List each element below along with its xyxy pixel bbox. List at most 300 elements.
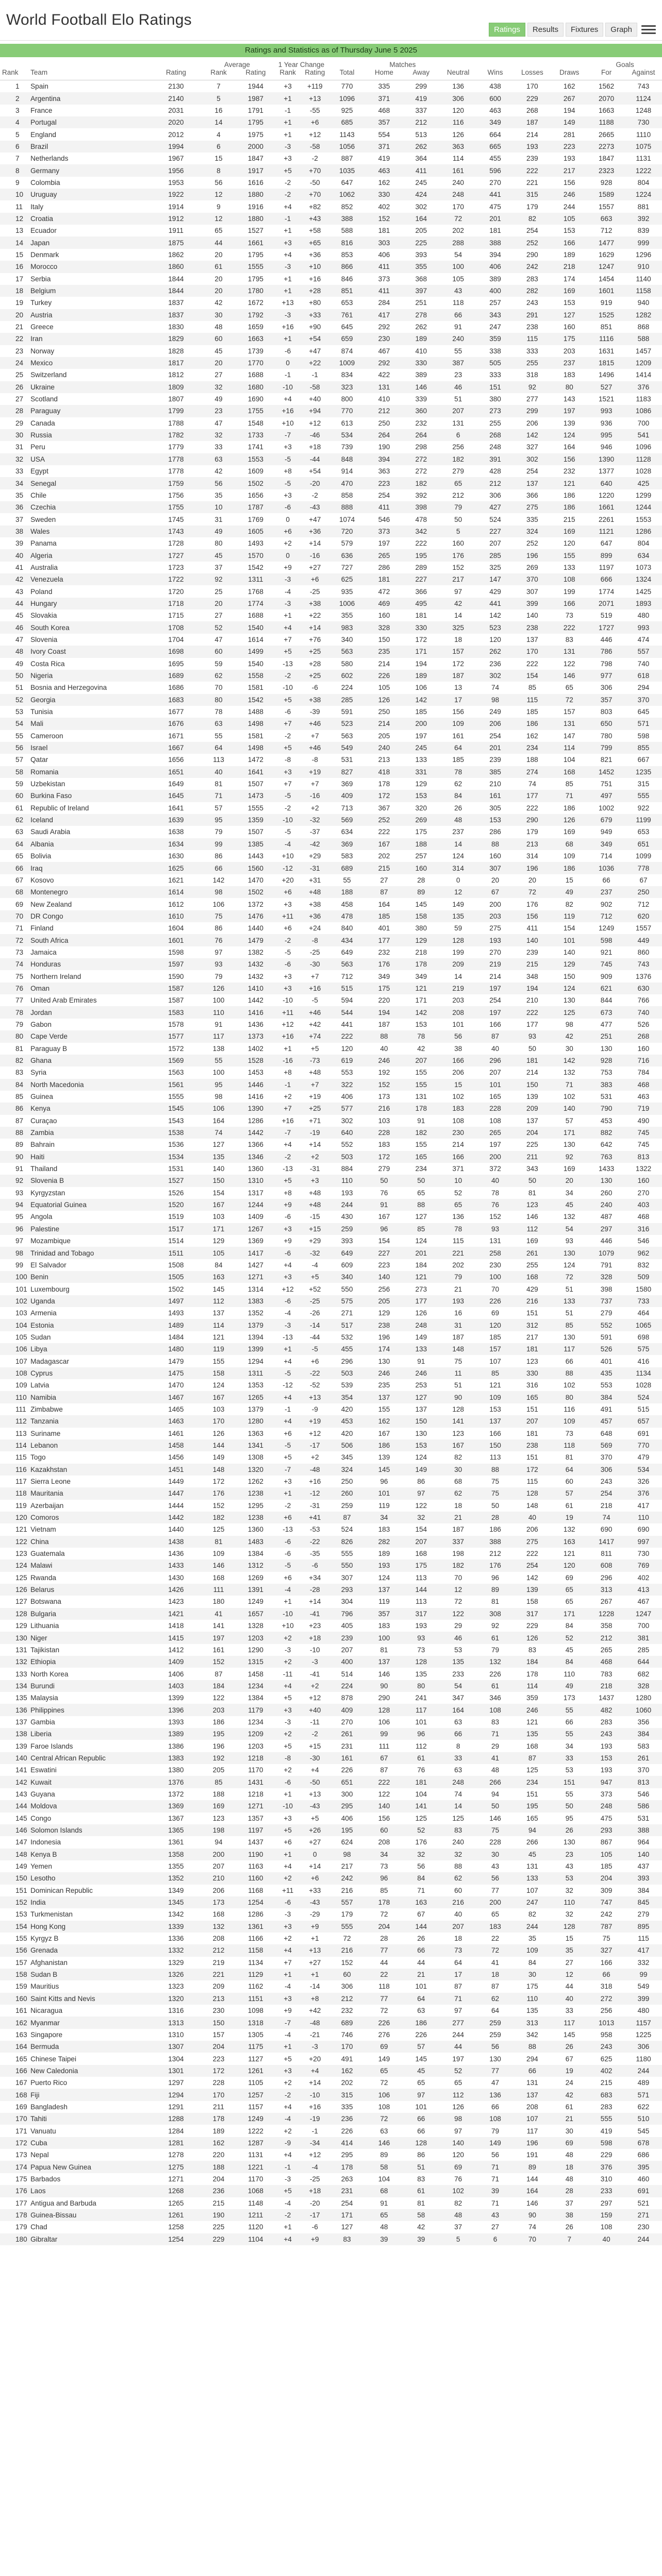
cell-team[interactable]: Uganda bbox=[28, 1295, 152, 1307]
cell-losses: 107 bbox=[526, 1886, 538, 1894]
cell-wins: 87 bbox=[491, 1982, 500, 1991]
cell-losses: 324 bbox=[514, 526, 551, 537]
cell-away: 189 bbox=[403, 333, 440, 345]
cell-rating: 1520 bbox=[152, 1199, 200, 1211]
cell-team[interactable]: Guyana bbox=[30, 1790, 55, 1798]
cell-rank: 62 bbox=[0, 814, 28, 826]
cell-team[interactable]: Grenada bbox=[28, 1944, 152, 1956]
cell-team[interactable]: Honduras bbox=[28, 958, 152, 970]
cell-team[interactable]: Sweden bbox=[30, 515, 56, 523]
cell-team[interactable]: Ecuador bbox=[30, 227, 57, 235]
cell-home: 197 bbox=[378, 539, 390, 548]
col-header-draws[interactable]: Draws bbox=[551, 69, 588, 80]
cell-team[interactable]: Equatorial Guinea bbox=[28, 1199, 152, 1211]
nav-ratings[interactable]: Ratings bbox=[489, 23, 525, 37]
col-header-losses[interactable]: Losses bbox=[514, 69, 551, 80]
cell-losses: 85 bbox=[528, 684, 536, 692]
cell-team[interactable]: Nepal bbox=[30, 2151, 49, 2159]
cell-team[interactable]: Togo bbox=[30, 1453, 46, 1462]
cell-wins: 254 bbox=[489, 996, 501, 1005]
cell-team[interactable]: Venezuela bbox=[28, 573, 152, 585]
cell-team[interactable]: Romania bbox=[28, 766, 152, 778]
cell-avg-rating: 1774 bbox=[237, 598, 274, 609]
col-header-goals-for[interactable]: For bbox=[588, 69, 625, 80]
cell-rank: 85 bbox=[15, 1093, 24, 1101]
cell-team[interactable]: Antigua and Barbuda bbox=[30, 2199, 96, 2207]
cell-team[interactable]: Bahrain bbox=[30, 1141, 55, 1149]
cell-team[interactable]: Turkmenistan bbox=[30, 1910, 73, 1919]
cell-team[interactable]: Brazil bbox=[28, 141, 152, 152]
cell-team[interactable]: Belgium bbox=[28, 285, 152, 297]
cell-team[interactable]: Egypt bbox=[30, 467, 48, 476]
cell-team[interactable]: Myanmar bbox=[28, 2016, 152, 2028]
cell-total: 517 bbox=[328, 1319, 366, 1331]
cell-team[interactable]: Saudi Arabia bbox=[30, 828, 71, 836]
cell-team[interactable]: Guatemala bbox=[30, 1550, 65, 1558]
cell-team[interactable]: Nigeria bbox=[28, 670, 152, 682]
cell-team[interactable]: Bolivia bbox=[30, 852, 52, 860]
cell-team[interactable]: Austria bbox=[28, 309, 152, 321]
cell-team[interactable]: Mauritius bbox=[30, 1982, 59, 1991]
cell-team[interactable]: France bbox=[30, 106, 53, 114]
cell-team[interactable]: Vietnam bbox=[30, 1526, 56, 1534]
cell-team[interactable]: Luxembourg bbox=[30, 1285, 70, 1293]
cell-team[interactable]: Laos bbox=[28, 2185, 152, 2197]
cell-chg-rank: +3 bbox=[274, 1921, 302, 1933]
col-header-home[interactable]: Home bbox=[366, 69, 403, 80]
col-header-avg-rank[interactable]: Rank bbox=[200, 69, 237, 80]
cell-avg-rank: 100 bbox=[212, 996, 225, 1005]
cell-rating: 1288 bbox=[152, 2113, 200, 2125]
col-header-chg-rank[interactable]: Rank bbox=[274, 69, 302, 80]
cell-team[interactable]: Burundi bbox=[28, 1680, 152, 1692]
cell-team[interactable]: Mali bbox=[28, 718, 152, 730]
cell-team[interactable]: Italy bbox=[30, 202, 44, 211]
cell-team[interactable]: Gibraltar bbox=[28, 2233, 152, 2245]
col-header-rating[interactable]: Rating bbox=[152, 69, 200, 80]
cell-team[interactable]: Comoros bbox=[28, 1512, 152, 1523]
cell-team[interactable]: Belarus bbox=[28, 1584, 152, 1596]
cell-avg-rating: 1527 bbox=[247, 227, 263, 235]
cell-team[interactable]: Kuwait bbox=[28, 1776, 152, 1788]
cell-team[interactable]: Central African Republic bbox=[28, 1752, 152, 1764]
cell-goals-for: 591 bbox=[600, 1333, 613, 1341]
cell-team[interactable]: Costa Rica bbox=[30, 659, 65, 668]
col-header-avg-rating[interactable]: Rating bbox=[237, 69, 274, 80]
table-row bbox=[0, 1933, 662, 1944]
cell-team[interactable]: United Arab Emirates bbox=[30, 996, 97, 1005]
cell-team[interactable]: Indonesia bbox=[30, 1838, 61, 1846]
cell-draws: 133 bbox=[563, 563, 575, 571]
cell-home: 106 bbox=[378, 1718, 390, 1726]
cell-team[interactable]: Jordan bbox=[28, 1006, 152, 1018]
cell-team[interactable]: Angola bbox=[30, 1213, 53, 1221]
cell-team[interactable]: Vanuatu bbox=[30, 2127, 56, 2135]
cell-wins: 165 bbox=[489, 1093, 501, 1101]
cell-avg-rating: 1203 bbox=[237, 1632, 274, 1643]
cell-team[interactable]: Latvia bbox=[30, 1381, 49, 1389]
cell-team[interactable]: Panama bbox=[30, 539, 57, 548]
cell-team[interactable]: Ivory Coast bbox=[28, 646, 152, 657]
cell-team[interactable]: Jamaica bbox=[30, 948, 57, 956]
table-row bbox=[0, 1030, 662, 1042]
cell-losses: 177 bbox=[526, 1020, 538, 1028]
cell-team[interactable]: Bulgaria bbox=[28, 1608, 152, 1620]
cell-team[interactable]: Burkina Faso bbox=[28, 790, 152, 802]
cell-team[interactable]: Morocco bbox=[28, 261, 152, 273]
cell-team[interactable]: New Caledonia bbox=[28, 2065, 152, 2077]
cell-team[interactable]: Suriname bbox=[30, 1429, 61, 1437]
cell-team[interactable]: Portugal bbox=[28, 116, 152, 128]
cell-team[interactable]: Denmark bbox=[30, 250, 59, 259]
cell-team[interactable]: South Africa bbox=[28, 934, 152, 946]
cell-team[interactable]: Ukraine bbox=[28, 381, 152, 393]
cell-team[interactable]: Hong Kong bbox=[28, 1921, 152, 1933]
cell-wins: 121 bbox=[489, 1381, 501, 1389]
cell-chg-rank: +7 bbox=[284, 780, 292, 788]
cell-team[interactable]: China bbox=[28, 1536, 152, 1548]
cell-team[interactable]: Zimbabwe bbox=[30, 1405, 63, 1413]
cell-team[interactable]: Gabon bbox=[30, 1020, 52, 1028]
cell-rating: 1526 bbox=[168, 1189, 184, 1197]
cell-team[interactable]: Solomon Islands bbox=[28, 1824, 152, 1836]
cell-team[interactable]: Mexico bbox=[28, 357, 152, 369]
cell-team[interactable]: Sudan B bbox=[28, 1969, 152, 1980]
cell-draws: 151 bbox=[551, 1776, 588, 1788]
cell-team[interactable]: Netherlands bbox=[30, 155, 69, 163]
cell-team[interactable]: Tanzania bbox=[28, 1415, 152, 1427]
cell-wins: 380 bbox=[489, 395, 501, 403]
col-header-total[interactable]: Total bbox=[328, 69, 366, 80]
cell-team[interactable]: Switzerland bbox=[30, 371, 67, 379]
cell-team[interactable]: Botswana bbox=[30, 1598, 61, 1606]
cell-wins: 88 bbox=[477, 838, 514, 850]
cell-team[interactable]: Gambia bbox=[30, 1718, 55, 1726]
cell-team[interactable]: Chile bbox=[30, 491, 47, 499]
cell-total: 315 bbox=[328, 2089, 366, 2100]
cell-team[interactable]: Albania bbox=[28, 838, 152, 850]
table-row bbox=[0, 2101, 662, 2113]
col-header-team[interactable]: Team bbox=[28, 69, 152, 80]
cell-team[interactable]: Algeria bbox=[28, 549, 152, 561]
cell-team[interactable]: Uzbekistan bbox=[30, 780, 65, 788]
cell-team[interactable]: Syria bbox=[30, 1069, 47, 1077]
cell-team[interactable]: Dominican Republic bbox=[30, 1886, 93, 1894]
cell-team[interactable]: Mauritania bbox=[28, 1487, 152, 1499]
cell-chg-rating: -2 bbox=[311, 155, 318, 163]
site-title[interactable]: World Football Elo Ratings bbox=[6, 11, 192, 28]
cell-team[interactable]: England bbox=[30, 130, 56, 139]
cell-team[interactable]: Mozambique bbox=[30, 1237, 71, 1245]
cell-team[interactable]: Cape Verde bbox=[28, 1030, 152, 1042]
cell-team[interactable]: Puerto Rico bbox=[30, 2079, 68, 2087]
cell-team[interactable]: DR Congo bbox=[28, 910, 152, 922]
cell-team[interactable]: Papua New Guinea bbox=[28, 2161, 152, 2173]
cell-rank: 145 bbox=[15, 1814, 27, 1822]
cell-team[interactable]: Slovakia bbox=[30, 612, 57, 620]
cell-team[interactable]: Russia bbox=[28, 429, 152, 441]
col-header-chg-rating[interactable]: Rating bbox=[301, 69, 328, 80]
cell-team[interactable]: Trinidad and Tobago bbox=[28, 1247, 152, 1259]
cell-team[interactable]: Philippines bbox=[28, 1704, 152, 1716]
cell-team[interactable]: Namibia bbox=[28, 1391, 152, 1403]
col-header-rank[interactable]: Rank bbox=[0, 69, 28, 80]
cell-team[interactable]: Colombia bbox=[30, 178, 60, 187]
cell-team[interactable]: Barbados bbox=[30, 2175, 61, 2183]
cell-team[interactable]: Kazakhstan bbox=[28, 1464, 152, 1476]
cell-team[interactable]: Kosovo bbox=[30, 876, 54, 884]
cell-team[interactable]: Qatar bbox=[30, 756, 48, 764]
cell-team[interactable]: El Salvador bbox=[30, 1261, 67, 1269]
hamburger-menu-icon[interactable] bbox=[641, 23, 656, 36]
cell-team[interactable]: Guinea bbox=[30, 1093, 53, 1101]
cell-team[interactable]: New Zealand bbox=[30, 900, 72, 908]
table-row bbox=[0, 2149, 662, 2161]
cell-team[interactable]: Paraguay bbox=[28, 405, 152, 417]
cell-wins: 338 bbox=[489, 347, 501, 355]
cell-home: 77 bbox=[366, 1944, 403, 1956]
cell-avg-rating: 1473 bbox=[237, 790, 274, 802]
cell-avg-rank: 219 bbox=[212, 1958, 225, 1967]
cell-neutral: 72 bbox=[454, 1598, 462, 1606]
cell-draws: 37 bbox=[565, 2199, 573, 2207]
cell-team[interactable]: Croatia bbox=[28, 213, 152, 225]
cell-rank: 22 bbox=[0, 333, 28, 345]
cell-draws: 140 bbox=[551, 1103, 588, 1114]
cell-team[interactable]: Congo bbox=[30, 1814, 52, 1822]
cell-team[interactable]: Republic of Ireland bbox=[30, 804, 89, 812]
cell-team[interactable]: Fiji bbox=[28, 2089, 152, 2100]
cell-avg-rating: 1290 bbox=[247, 1646, 263, 1654]
cell-team[interactable]: Palestine bbox=[28, 1223, 152, 1235]
cell-team[interactable]: Ethiopia bbox=[28, 1656, 152, 1668]
cell-team[interactable]: Rwanda bbox=[30, 1573, 56, 1582]
nav-fixtures[interactable]: Fixtures bbox=[566, 23, 603, 37]
cell-team[interactable]: Cyprus bbox=[28, 1367, 152, 1379]
cell-draws: 132 bbox=[563, 1069, 575, 1077]
cell-goals-for: 745 bbox=[588, 958, 625, 970]
cell-draws: 53 bbox=[551, 1872, 588, 1884]
cell-avg-rank: 95 bbox=[200, 814, 237, 826]
cell-team[interactable]: Iran bbox=[28, 333, 152, 345]
cell-team[interactable]: Kenya bbox=[28, 1103, 152, 1114]
cell-goals-against: 392 bbox=[625, 213, 662, 225]
cell-team[interactable]: Kyrgyz B bbox=[30, 1935, 59, 1943]
cell-team[interactable]: Turkey bbox=[30, 299, 52, 307]
cell-team[interactable]: Estonia bbox=[28, 1319, 152, 1331]
table-row bbox=[0, 1066, 662, 1078]
cell-neutral: 78 bbox=[440, 766, 477, 778]
cell-chg-rating: -34 bbox=[301, 2137, 328, 2149]
cell-team[interactable]: Eswatini bbox=[30, 1766, 57, 1774]
cell-team[interactable]: Tajikistan bbox=[30, 1646, 60, 1654]
cell-team[interactable]: Finland bbox=[30, 924, 54, 933]
cell-team[interactable]: Slovenia B bbox=[28, 1175, 152, 1187]
cell-team[interactable]: Scotland bbox=[30, 395, 58, 403]
cell-home: 232 bbox=[378, 948, 390, 956]
cell-team[interactable]: Faroe Islands bbox=[30, 1742, 73, 1750]
cell-team[interactable]: Ghana bbox=[28, 1055, 152, 1066]
cell-team[interactable]: Saint Kitts and Nevis bbox=[28, 1993, 152, 2005]
cell-team[interactable]: Zambia bbox=[28, 1127, 152, 1139]
cell-team[interactable]: Haiti bbox=[28, 1151, 152, 1163]
cell-team[interactable]: Curaçao bbox=[30, 1116, 57, 1125]
cell-team[interactable]: Serbia bbox=[30, 275, 51, 283]
cell-team[interactable]: Bermuda bbox=[28, 2041, 152, 2053]
cell-rank: 159 bbox=[15, 1982, 27, 1991]
cell-team[interactable]: Hungary bbox=[28, 598, 152, 609]
cell-away: 76 bbox=[417, 1766, 425, 1774]
cell-team[interactable]: North Macedonia bbox=[28, 1079, 152, 1091]
cell-team[interactable]: Cuba bbox=[28, 2137, 152, 2149]
cell-chg-rating: +23 bbox=[309, 1622, 321, 1630]
cell-draws: 215 bbox=[563, 515, 575, 523]
col-header-away[interactable]: Away bbox=[403, 69, 440, 80]
col-header-neutral[interactable]: Neutral bbox=[440, 69, 477, 80]
cell-team[interactable]: Lithuania bbox=[30, 1622, 59, 1630]
cell-team[interactable]: Uruguay bbox=[28, 189, 152, 200]
cell-team[interactable]: Norway bbox=[30, 347, 55, 355]
cell-team[interactable]: Senegal bbox=[28, 477, 152, 489]
cell-avg-rating: 1168 bbox=[248, 1886, 263, 1894]
cell-chg-rating: +9 bbox=[301, 1921, 328, 1933]
cell-wins: 389 bbox=[489, 275, 501, 283]
cell-avg-rating: 1605 bbox=[237, 526, 274, 537]
cell-team[interactable]: Germany bbox=[28, 164, 152, 176]
nav-graph[interactable]: Graph bbox=[605, 23, 637, 37]
cell-chg-rank: +4 bbox=[274, 621, 302, 633]
cell-team[interactable]: Singapore bbox=[30, 2030, 63, 2039]
cell-team[interactable]: Cameroon bbox=[30, 732, 63, 740]
cell-team[interactable]: Lesotho bbox=[28, 1872, 152, 1884]
cell-rating: 1799 bbox=[152, 405, 200, 417]
cell-home: 226 bbox=[366, 2016, 403, 2028]
cell-team[interactable]: Afghanistan bbox=[30, 1958, 68, 1967]
cell-goals-for: 1525 bbox=[588, 309, 625, 321]
cell-goals-for: 799 bbox=[588, 742, 625, 754]
cell-team[interactable]: North Korea bbox=[30, 1670, 69, 1678]
cell-chg-rating: -14 bbox=[301, 1319, 328, 1331]
cell-team[interactable]: Niger bbox=[28, 1632, 152, 1643]
cell-team[interactable]: Malawi bbox=[28, 1560, 152, 1571]
cell-avg-rating: 1294 bbox=[247, 1357, 263, 1365]
cell-team[interactable]: Liberia bbox=[28, 1728, 152, 1740]
cell-team[interactable]: Bangladesh bbox=[30, 2103, 68, 2111]
cell-total: 120 bbox=[341, 1044, 353, 1053]
cell-total: 250 bbox=[341, 1478, 353, 1486]
cell-team[interactable]: Moldova bbox=[28, 1800, 152, 1812]
cell-team[interactable]: Northern Ireland bbox=[30, 972, 81, 980]
cell-team[interactable]: Kenya B bbox=[28, 1849, 152, 1860]
cell-team[interactable]: Lebanon bbox=[28, 1439, 152, 1451]
cell-team[interactable]: Nicaragua bbox=[30, 2007, 63, 2015]
cell-wins: 98 bbox=[477, 694, 514, 706]
cell-team[interactable]: Georgia bbox=[28, 694, 152, 706]
cell-goals-against: 598 bbox=[637, 732, 650, 740]
cell-team[interactable]: USA bbox=[28, 453, 152, 465]
cell-home: 357 bbox=[366, 1608, 403, 1620]
cell-home: 222 bbox=[378, 828, 390, 836]
cell-team[interactable]: Japan bbox=[28, 236, 152, 248]
cell-chg-rating: +42 bbox=[309, 1020, 321, 1028]
table-row bbox=[0, 1006, 662, 1018]
cell-losses: 194 bbox=[514, 982, 551, 994]
cell-team[interactable]: Poland bbox=[30, 587, 53, 596]
cell-team[interactable]: Benin bbox=[28, 1271, 152, 1283]
cell-home: 173 bbox=[378, 1093, 390, 1101]
cell-team[interactable]: Oman bbox=[28, 982, 152, 994]
cell-team[interactable]: Tunisia bbox=[30, 708, 53, 716]
cell-chg-rating: +7 bbox=[311, 972, 319, 980]
cell-team[interactable]: Armenia bbox=[30, 1309, 57, 1317]
cell-wins: 228 bbox=[489, 1838, 501, 1846]
cell-avg-rating: 1476 bbox=[237, 910, 274, 922]
cell-team[interactable]: Thailand bbox=[30, 1165, 58, 1173]
cell-team[interactable]: Israel bbox=[28, 742, 152, 754]
cell-team[interactable]: Australia bbox=[30, 563, 58, 571]
col-header-goals-against[interactable]: Against bbox=[625, 69, 662, 80]
cell-team[interactable]: Sudan bbox=[30, 1333, 51, 1341]
cell-chg-rating: +2 bbox=[311, 804, 319, 812]
cell-team[interactable]: Sierra Leone bbox=[30, 1478, 71, 1486]
cell-rating: 1676 bbox=[152, 718, 200, 730]
cell-team[interactable]: Wales bbox=[28, 526, 152, 537]
cell-team[interactable]: Montenegro bbox=[28, 886, 152, 898]
cell-team[interactable]: Guinea-Bissau bbox=[28, 2209, 152, 2221]
cell-away: 44 bbox=[417, 1958, 425, 1967]
cell-home: 140 bbox=[366, 1271, 403, 1283]
col-header-wins[interactable]: Wins bbox=[477, 69, 514, 80]
cell-team[interactable]: Chad bbox=[30, 2223, 47, 2231]
cell-team[interactable]: Iraq bbox=[28, 862, 152, 874]
cell-chg-rating: -44 bbox=[301, 453, 328, 465]
cell-team[interactable]: Canada bbox=[30, 419, 55, 427]
cell-rank: 154 bbox=[0, 1921, 28, 1933]
cell-team[interactable]: Libya bbox=[28, 1343, 152, 1355]
cell-team[interactable]: Tahiti bbox=[28, 2113, 152, 2125]
cell-draws: 244 bbox=[563, 202, 575, 211]
cell-team[interactable]: Czechia bbox=[28, 501, 152, 513]
cell-team[interactable]: India bbox=[28, 1896, 152, 1908]
cell-team[interactable]: Azerbaijan bbox=[30, 1501, 64, 1510]
cell-team[interactable]: Argentina bbox=[28, 92, 152, 104]
cell-home: 220 bbox=[378, 996, 390, 1005]
cell-team[interactable]: Greece bbox=[30, 323, 54, 331]
cell-team[interactable]: South Korea bbox=[28, 621, 152, 633]
nav-results[interactable]: Results bbox=[527, 23, 564, 37]
cell-total: 983 bbox=[328, 621, 366, 633]
cell-team[interactable]: Yemen bbox=[30, 1862, 52, 1871]
cell-neutral: 23 bbox=[454, 371, 462, 379]
cell-team[interactable]: Chinese Taipei bbox=[30, 2055, 77, 2063]
cell-chg-rank: -4 bbox=[285, 587, 291, 596]
cell-team[interactable]: Madagascar bbox=[30, 1357, 69, 1365]
cell-rank: 135 bbox=[15, 1694, 27, 1702]
cell-team[interactable]: Bosnia and Herzegovina bbox=[30, 684, 107, 692]
cell-team[interactable]: Paraguay B bbox=[30, 1044, 68, 1053]
cell-draws: 57 bbox=[551, 1487, 588, 1499]
cell-away: 342 bbox=[403, 526, 440, 537]
cell-goals-against: 1557 bbox=[635, 924, 652, 933]
cell-losses: 312 bbox=[514, 1319, 551, 1331]
cell-team[interactable]: Iceland bbox=[28, 814, 152, 826]
cell-team[interactable]: Peru bbox=[30, 443, 45, 451]
cell-team[interactable]: Spain bbox=[30, 82, 48, 91]
cell-team[interactable]: Slovenia bbox=[30, 635, 58, 643]
cell-rank: 139 bbox=[15, 1742, 27, 1750]
cell-team[interactable]: Kyrgyzstan bbox=[30, 1189, 65, 1197]
cell-team[interactable]: Malaysia bbox=[30, 1694, 58, 1702]
